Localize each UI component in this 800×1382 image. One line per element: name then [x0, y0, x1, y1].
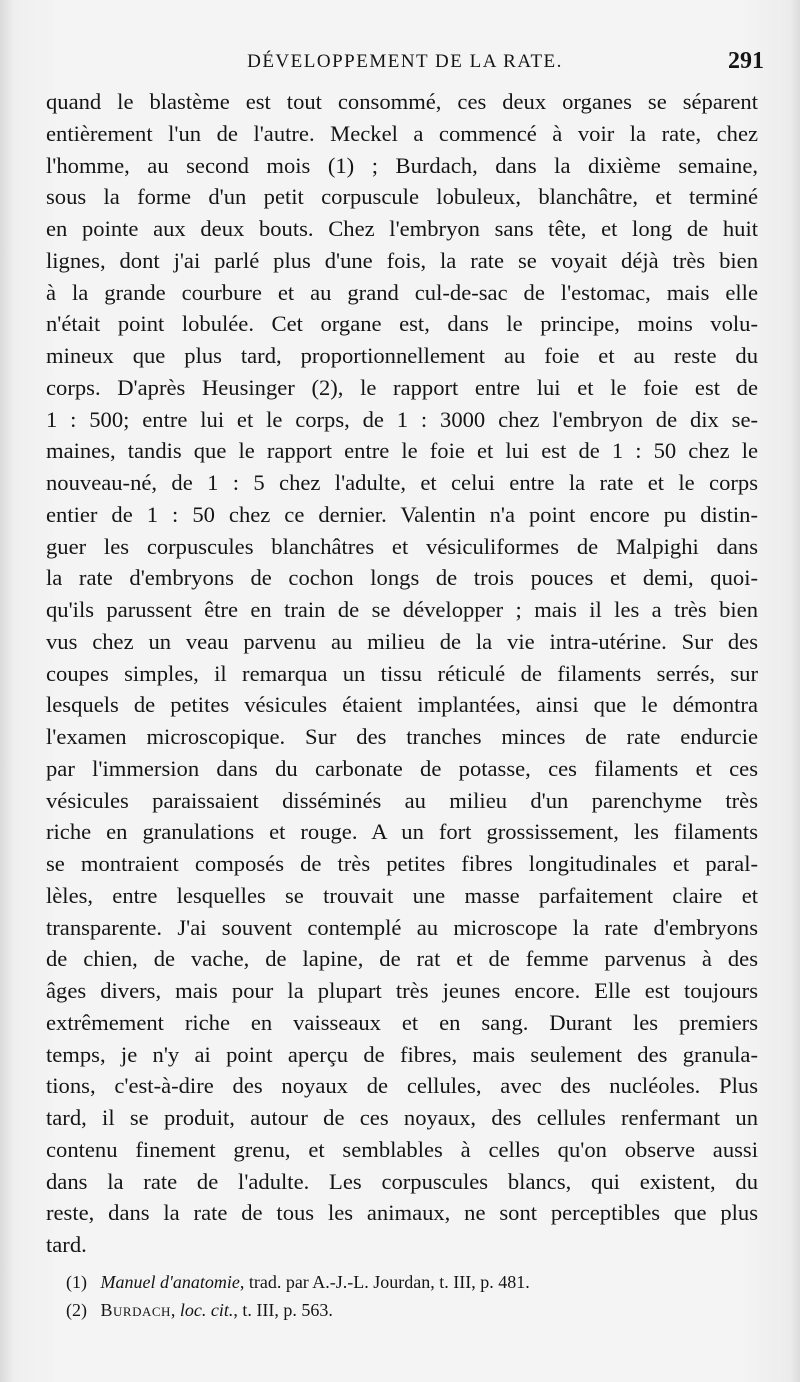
text-line: riche en granulations et rouge. A un fort grossissement, les filaments — [46, 819, 758, 845]
text-line: 1 : 500; entre lui et le corps, de 1 : 3000 chez l'embryon de dix se- — [46, 406, 758, 432]
text-line: à la grande courbure et au grand cul-de-sac de l'estomac, mais elle — [46, 279, 758, 305]
footnote-number: (1) — [66, 1272, 87, 1292]
text-line: par l'immersion dans du carbonate de potasse, ces filaments et ces — [46, 755, 758, 781]
text-line: sous la forme d'un petit corpuscule lobuleux, blanchâtre, et terminé — [46, 184, 758, 210]
footnote-reference: , t. III, p. 563. — [233, 1300, 333, 1320]
text-line: lèles, entre lesquelles se trouvait une masse parfaitement claire et — [46, 882, 758, 908]
text-line: en pointe aux deux bouts. Chez l'embryon sans tête, et long de huit — [46, 216, 758, 241]
text-line: se montraient composés de très petites fibres longitudinales et paral- — [46, 851, 758, 876]
text-line: maines, tandis que le rapport entre le foie et lui est de 1 : 50 chez le — [46, 438, 758, 464]
page-header — [46, 48, 764, 78]
body-text — [46, 86, 758, 1261]
text-line: mineux que plus tard, proportionnellement au foie et au reste du — [46, 343, 758, 368]
footnote-work-title: loc. cit. — [179, 1300, 234, 1320]
text-line: corps. D'après Heusinger (2), le rapport entre lui et le foie est de — [46, 374, 758, 400]
text-line: tions, c'est-à-dire des noyaux de cellules, avec des nucléoles. Plus — [46, 1073, 758, 1099]
running-title: DÉVELOPPEMENT DE LA RATE. — [247, 51, 563, 72]
text-line: contenu finement grenu, et semblables à celles qu'on observe aussi — [46, 1136, 758, 1162]
text-line: reste, dans la rate de tous les animaux, ne sont perceptibles que plus — [46, 1200, 758, 1226]
text-line: guer les corpuscules blanchâtres et vésiculiformes de Malpighi dans — [46, 533, 758, 559]
text-line: lesquels de petites vésicules étaient implantées, ainsi que le démontra — [46, 692, 758, 718]
text-line: tard, il se produit, autour de ces noyaux, des cellules renfermant un — [46, 1105, 758, 1130]
footnotes — [66, 1268, 746, 1324]
text-line: entièrement l'un de l'autre. Meckel a commencé à voir la rate, chez — [46, 120, 758, 146]
text-line: nouveau-né, de 1 : 5 chez l'adulte, et celui entre la rate et le corps — [46, 470, 758, 495]
text-line: tard. — [46, 1232, 87, 1257]
text-line: vésicules paraissaient disséminés au milieu d'un parenchyme très — [46, 787, 758, 813]
footnote: (2) Burdach, loc. cit., t. III, p. 563. — [66, 1296, 746, 1324]
text-line: lignes, dont j'ai parlé plus d'une fois, la rate se voyait déjà très bien — [46, 247, 758, 273]
text-line: l'homme, au second mois (1) ; Burdach, dans la dixième semaine, — [46, 152, 758, 178]
text-line: qu'ils parussent être en train de se développer ; mais il les a très bien — [46, 597, 758, 622]
text-line: âges divers, mais pour la plupart très jeunes encore. Elle est toujours — [46, 978, 758, 1003]
footnote — [66, 1268, 746, 1296]
text-line: n'était point lobulée. Cet organe est, dans le principe, moins volu- — [46, 311, 758, 337]
text-line: de chien, de vache, de lapine, de rat et de femme parvenus à des — [46, 946, 758, 972]
text-line: l'examen microscopique. Sur des tranches minces de rate endurcie — [46, 724, 758, 749]
text-line: entier de 1 : 50 chez ce dernier. Valentin n'a point encore pu distin- — [46, 501, 758, 527]
footnote-work-title: Manuel d'anatomie — [100, 1272, 240, 1292]
text-line: la rate d'embryons de cochon longs de trois pouces et demi, quoi- — [46, 565, 758, 591]
text-line: vus chez un veau parvenu au milieu de la vie intra-utérine. Sur des — [46, 628, 758, 654]
text-line: temps, je n'y ai point aperçu de fibres, mais seulement des granula- — [46, 1041, 758, 1067]
page-number: 291 — [728, 48, 764, 74]
text-line: extrêmement riche en vaisseaux et en sang. Durant les premiers — [46, 1009, 758, 1035]
footnote-reference: , trad. par A.-J.-L. Jourdan, t. III, p. 481. — [239, 1272, 530, 1292]
footnote-number: (2) — [66, 1300, 87, 1320]
text-line: dans la rate de l'adulte. Les corpuscules blancs, qui existent, du — [46, 1168, 758, 1194]
text-line: transparente. J'ai souvent contemplé au microscope la rate d'embryons — [46, 914, 758, 940]
text-line: coupes simples, il remarqua un tissu réticulé de filaments serrés, sur — [46, 660, 758, 686]
footnote-author: Burdach — [100, 1300, 171, 1320]
text-line: quand le blastème est tout consommé, ces deux organes se séparent — [46, 89, 758, 114]
